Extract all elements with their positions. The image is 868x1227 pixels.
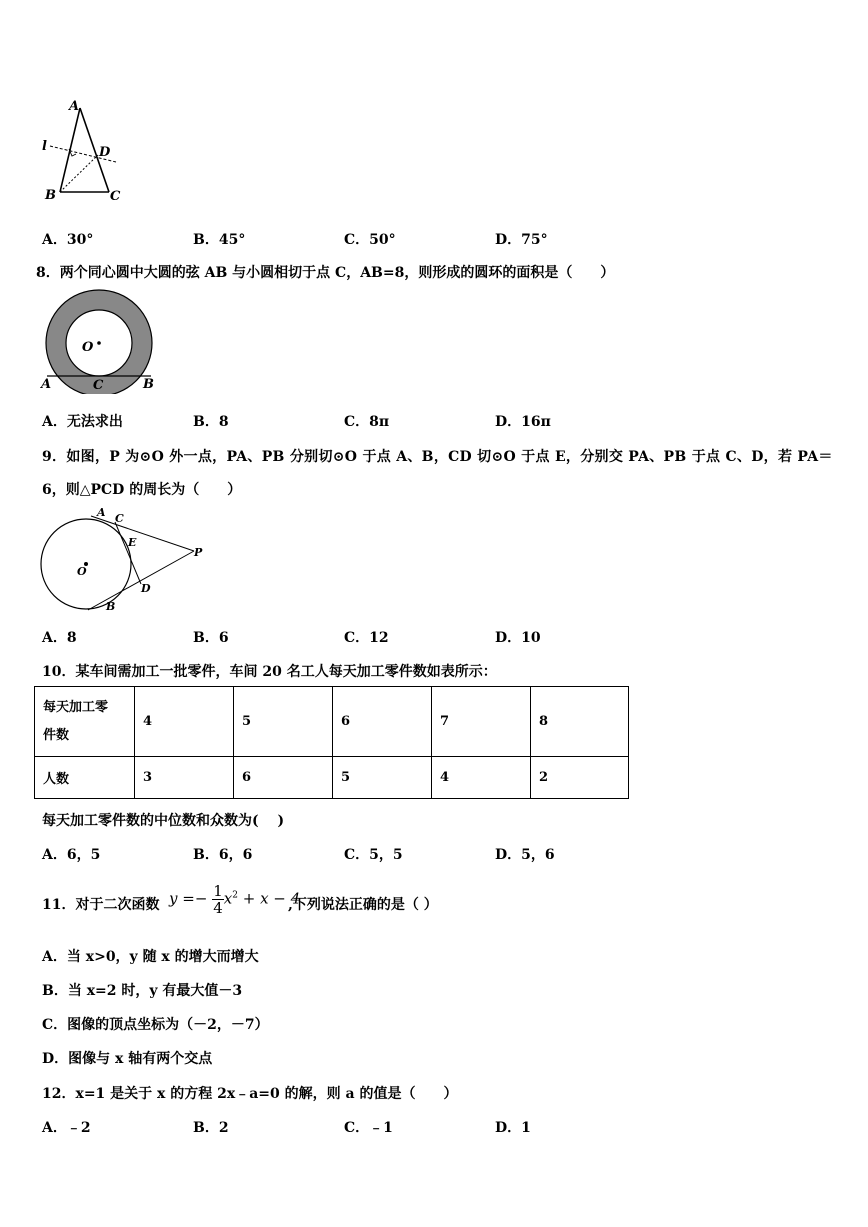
q8-option-d[interactable]: D．16π [495, 414, 551, 430]
q10-cell: 3 [135, 757, 234, 799]
q7-label-D: D [99, 145, 111, 160]
q8-label-O: O [82, 340, 94, 355]
q10-data-table [34, 686, 629, 799]
q10-option-d[interactable]: D．5，6 [495, 847, 555, 863]
q9-stem-line2: 6，则△PCD 的周长为（ ） [42, 482, 242, 498]
q10-cell: 6 [234, 757, 333, 799]
q10-cell: 8 [531, 687, 629, 757]
q9-label-C: C [115, 512, 124, 525]
fraction-denominator: 4 [213, 899, 223, 917]
q7-label-C: C [110, 189, 121, 204]
formula-y: y [169, 889, 178, 908]
q9-label-O: O [77, 565, 87, 578]
q9-label-P: P [194, 546, 203, 559]
formula-minus: − [194, 889, 208, 908]
q8-label-B: B [143, 377, 154, 392]
formula-exponent: 2 [232, 890, 238, 901]
q8-option-b[interactable]: B．8 [193, 414, 229, 430]
q11-stem-prefix-text: 11．对于二次函数 [42, 897, 160, 913]
formula-eq: = [182, 889, 195, 908]
q11-option-c[interactable]: C．图像的顶点坐标为（－2，－7） [42, 1017, 269, 1033]
q9-label-B: B [106, 600, 116, 613]
q10-row2-header: 人数 [35, 757, 135, 799]
q7-option-b[interactable]: B．45° [193, 232, 246, 248]
q9-option-b[interactable]: B．6 [193, 630, 229, 646]
q12-stem: 12．x=1 是关于 x 的方程 2x﹣a=0 的解，则 a 的值是（ ） [42, 1086, 458, 1102]
q10-cell: 2 [531, 757, 629, 799]
q7-option-d[interactable]: D．75° [495, 232, 548, 248]
q9-label-D: D [141, 582, 151, 595]
q7-label-l: l [42, 139, 47, 154]
q9-label-A: A [97, 506, 106, 519]
q8-option-a[interactable]: A．无法求出 [42, 414, 123, 430]
q9-option-c[interactable]: C．12 [344, 630, 389, 646]
q10-cell: 7 [432, 687, 531, 757]
q8-label-A: A [41, 377, 52, 392]
q12-option-b[interactable]: B．2 [193, 1120, 229, 1136]
q8-stem: 8．两个同心圆中大圆的弦 AB 与小圆相切于点 C，AB=8，则形成的圆环的面积是（ ） [36, 265, 615, 281]
q11-formula [169, 883, 300, 916]
q12-option-d[interactable]: D．1 [495, 1120, 531, 1136]
q10-cell: 4 [135, 687, 234, 757]
q9-stem-line1: 9．如图，P 为⊙O 外一点，PA、PB 分别切⊙O 于点 A、B，CD 切⊙O 于点 E，分别交 PA、PB 于点 C、D，若 PA＝ [42, 449, 833, 465]
q10-row1-header-line1: 每天加工零 [43, 699, 109, 715]
q10-option-b[interactable]: B．6，6 [193, 847, 253, 863]
fraction-numerator: 1 [213, 882, 223, 900]
q9-tangent-figure [36, 504, 216, 616]
q10-cell: 5 [333, 757, 432, 799]
q11-option-b[interactable]: B．当 x=2 时，y 有最大值－3 [42, 983, 243, 999]
formula-x: x [223, 889, 233, 908]
q7-option-c[interactable]: C．50° [344, 232, 396, 248]
q9-option-d[interactable]: D．10 [495, 630, 541, 646]
q8-option-c[interactable]: C．8π [344, 414, 390, 430]
q10-option-c[interactable]: C．5，5 [344, 847, 403, 863]
q11-option-d[interactable]: D．图像与 x 轴有两个交点 [42, 1051, 213, 1067]
formula-rest: + x − 4 [242, 889, 301, 908]
q12-option-c[interactable]: C．﹣1 [344, 1120, 393, 1136]
q9-option-a[interactable]: A．8 [42, 630, 77, 646]
q11-option-a[interactable]: A．当 x>0，y 随 x 的增大而增大 [42, 949, 259, 965]
q8-annulus-figure [36, 288, 161, 394]
q10-cell: 4 [432, 757, 531, 799]
q10-question: 每天加工零件数的中位数和众数为( ) [42, 813, 285, 829]
q7-triangle-figure [36, 96, 136, 206]
q7-label-B: B [45, 188, 56, 203]
q10-cell: 6 [333, 687, 432, 757]
q8-label-C: C [93, 378, 104, 393]
q11-stem-suffix: ,下列说法正确的是（ ） [288, 897, 438, 913]
q7-label-A: A [69, 99, 80, 114]
q12-option-a[interactable]: A．﹣2 [42, 1120, 91, 1136]
q10-row1-header-line2: 件数 [43, 727, 70, 743]
q10-cell: 5 [234, 687, 333, 757]
q10-row1-header [35, 687, 135, 757]
q7-option-a[interactable]: A．30° [42, 232, 94, 248]
q10-option-a[interactable]: A．6，5 [42, 847, 101, 863]
q9-label-E: E [128, 536, 137, 549]
q11-stem-prefix [42, 894, 159, 914]
q10-stem: 10．某车间需加工一批零件，车间 20 名工人每天加工零件数如表所示： [42, 664, 497, 680]
formula-fraction [212, 883, 224, 916]
